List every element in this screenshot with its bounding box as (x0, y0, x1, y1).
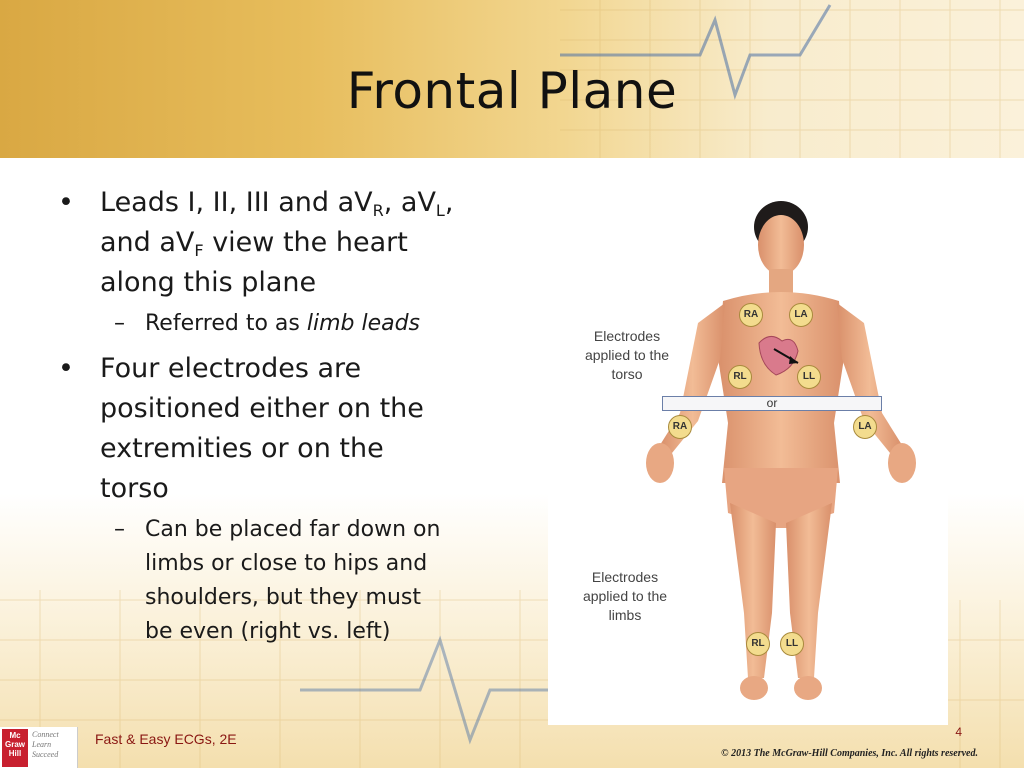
bullet-dash: – (114, 311, 125, 336)
slide-title: Frontal Plane (346, 62, 678, 120)
sub-bullet-limb-leads: – Referred to as limb leads (58, 307, 508, 341)
logo-tagline: Connect Learn Succeed (32, 730, 59, 759)
bullet-dash: – (114, 517, 125, 542)
torso-caption: Electrodes applied to the torso (584, 328, 670, 382)
sub-bullet-placement: – Can be placed far down on limbs or close to hips and shoulders, but they must be even (right vs. left) (58, 513, 508, 649)
electrode-torso-ll: LL (797, 365, 821, 389)
logo-mark: Mc Graw Hill (2, 729, 28, 767)
page-number: 4 (955, 725, 962, 739)
copyright-notice: © 2013 The McGraw-Hill Companies, Inc. All rights reserved. (721, 748, 978, 759)
or-divider: or (662, 396, 882, 411)
bullet-dot: • (58, 187, 74, 218)
electrode-arm-ra: RA (668, 415, 692, 439)
electrode-leg-ll: LL (780, 632, 804, 656)
bullet-dot: • (58, 353, 74, 384)
book-title: Fast & Easy ECGs, 2E (95, 731, 237, 747)
limbs-caption: Electrodes applied to the limbs (582, 569, 668, 623)
bullet-list (58, 183, 508, 657)
electrode-placement-figure (548, 183, 948, 725)
bullet-leads: • Leads I, II, III and $aV_R$, $aV_L$, and $aV_F$ view the heart along this plane (58, 183, 508, 303)
publisher-logo (0, 727, 78, 768)
electrode-torso-rl: RL (728, 365, 752, 389)
electrode-torso-ra: RA (739, 303, 763, 327)
bullet-electrodes: • Four electrodes are positioned either on the extremities or on the torso (58, 349, 508, 509)
electrode-torso-la: LA (789, 303, 813, 327)
electrode-leg-rl: RL (746, 632, 770, 656)
electrode-arm-la: LA (853, 415, 877, 439)
